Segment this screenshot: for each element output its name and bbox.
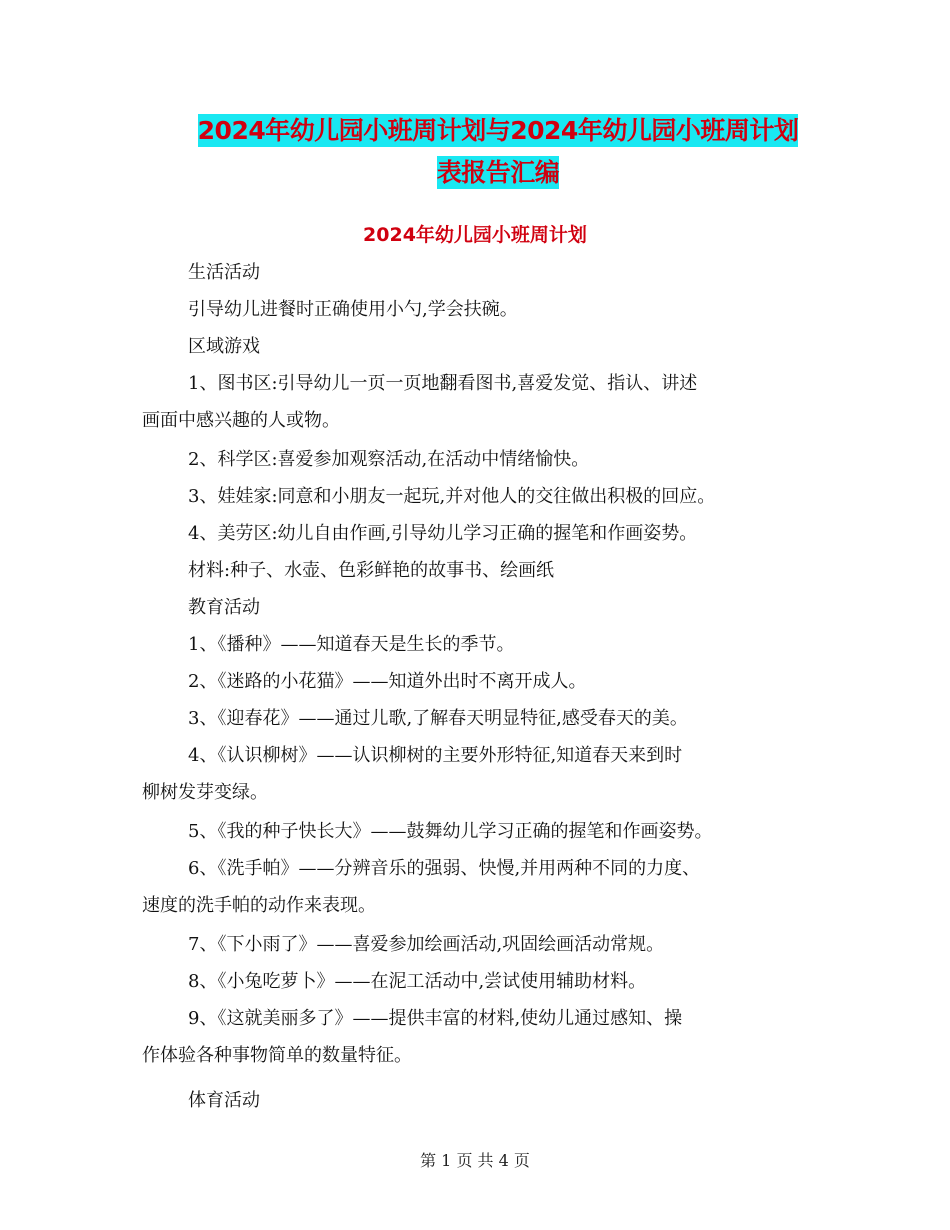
list-item: 3、娃娃家:同意和小朋友一起玩,并对他人的交往做出积极的回应。 — [188, 486, 716, 507]
list-item: 2、科学区:喜爱参加观察活动,在活动中情绪愉快。 — [188, 449, 590, 470]
materials-line: 材料:种子、水壶、色彩鲜艳的故事书、绘画纸 — [188, 560, 555, 581]
list-item-continuation: 画面中感兴趣的人或物。 — [142, 410, 340, 431]
list-item: 1、《播种》——知道春天是生长的季节。 — [188, 634, 515, 655]
document-title-highlight: 2024年幼儿园小班周计划与2024年幼儿园小班周计划 — [197, 116, 799, 145]
heading-area-games: 区域游戏 — [188, 336, 260, 357]
list-item-continuation: 作体验各种事物简单的数量特征。 — [142, 1045, 412, 1066]
list-item: 8、《小兔吃萝卜》——在泥工活动中,尝试使用辅助材料。 — [188, 971, 647, 992]
list-item: 9、《这就美丽多了》——提供丰富的材料,使幼儿通过感知、操 — [188, 1008, 683, 1029]
list-item: 2、《迷路的小花猫》——知道外出时不离开成人。 — [188, 671, 587, 692]
heading-sports-activities: 体育活动 — [188, 1090, 260, 1111]
section-title: 2024年幼儿园小班周计划 — [363, 224, 587, 246]
list-item: 6、《洗手帕》——分辨音乐的强弱、快慢,并用两种不同的力度、 — [188, 858, 701, 879]
list-item: 3、《迎春花》——通过儿歌,了解春天明显特征,感受春天的美。 — [188, 708, 688, 729]
heading-life-activities: 生活活动 — [188, 262, 260, 283]
heading-education-activities: 教育活动 — [188, 597, 260, 618]
page-footer: 第 1 页 共 4 页 — [420, 1151, 530, 1170]
list-item: 5、《我的种子快长大》——鼓舞幼儿学习正确的握笔和作画姿势。 — [188, 821, 713, 842]
document-title-highlight: 表报告汇编 — [436, 158, 560, 187]
list-item: 1、图书区:引导幼儿一页一页地翻看图书,喜爱发觉、指认、讲述 — [188, 373, 698, 394]
document-title-line-2 — [140, 152, 856, 194]
list-item: 4、《认识柳树》——认识柳树的主要外形特征,知道春天来到时 — [188, 745, 683, 766]
document-title-line-1 — [140, 110, 856, 152]
list-item-continuation: 柳树发芽变绿。 — [142, 782, 268, 803]
paragraph: 引导幼儿进餐时正确使用小勺,学会扶碗。 — [188, 299, 518, 320]
list-item: 7、《下小雨了》——喜爱参加绘画活动,巩固绘画活动常规。 — [188, 934, 665, 955]
document-body — [142, 262, 832, 1119]
list-item: 4、美劳区:幼儿自由作画,引导幼儿学习正确的握笔和作画姿势。 — [188, 523, 698, 544]
list-item-continuation: 速度的洗手帕的动作来表现。 — [142, 895, 376, 916]
